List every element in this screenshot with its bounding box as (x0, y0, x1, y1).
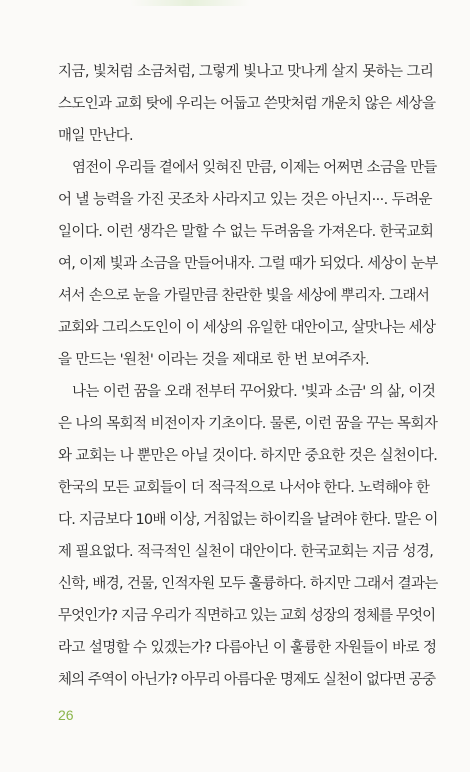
text-line: 셔서 손으로 눈을 가릴만큼 찬란한 빛을 세상에 뿌리자. 그래서 (58, 288, 430, 304)
text-line: 염전이 우리들 곁에서 잊혀진 만큼, 이제는 어쩌면 소금을 만들 (72, 160, 437, 176)
text-line: 나는 이런 꿈을 오래 전부터 꾸어왔다. '빛과 소금' 의 삶, 이것 (72, 384, 436, 400)
text-line: 매일 만난다. (58, 128, 134, 144)
text-line: 을 만드는 '원천' 이라는 것을 제대로 한 번 보여주자. (58, 352, 369, 368)
text-line: 제 필요없다. 적극적인 실천이 대안이다. 한국교회는 지금 성경, (58, 544, 434, 560)
text-line: 어 낼 능력을 가진 곳조차 사라지고 있는 것은 아닌지···. 두려운 (58, 192, 432, 208)
text-line: 한국의 모든 교회들이 더 적극적으로 나서야 한다. 노력해야 한 (58, 480, 430, 496)
text-line: 교회와 그리스도인이 이 세상의 유일한 대안이고, 살맛나는 세상 (58, 320, 436, 336)
text-line: 여, 이제 빛과 소금을 만들어내자. 그럴 때가 되었다. 세상이 눈부 (58, 256, 438, 272)
text-line: 와 교회는 나 뿐만은 아닐 것이다. 하지만 중요한 것은 실천이다. (58, 448, 438, 464)
text-line: 스도인과 교회 탓에 우리는 어둡고 쓴맛처럼 개운치 않은 세상을 (58, 96, 436, 112)
top-edge-decoration (130, 0, 250, 6)
text-line: 지금, 빛처럼 소금처럼, 그렇게 빛나고 맛나게 살지 못하는 그리 (58, 64, 434, 80)
text-line: 신학, 배경, 건물, 인적자원 모두 훌륭하다. 하지만 그래서 결과는 (58, 576, 438, 592)
text-line: 체의 주역이 아닌가? 아무리 아름다운 명제도 실천이 없다면 공중 (58, 672, 436, 688)
text-line: 다. 지금보다 10배 이상, 거침없는 하이킥을 날려야 한다. 말은 이 (58, 512, 438, 528)
page-number: 26 (58, 707, 74, 723)
text-line: 은 나의 목회적 비전이자 기초이다. 물론, 이런 꿈을 꾸는 목회자 (58, 416, 438, 432)
text-line: 라고 설명할 수 있겠는가? 다름아닌 이 훌륭한 자원들이 바로 정 (58, 640, 437, 656)
text-line: 일이다. 이런 생각은 말할 수 없는 두려움을 가져온다. 한국교회 (58, 224, 434, 240)
text-line: 무엇인가? 지금 우리가 직면하고 있는 교회 성장의 정체를 무엇이 (58, 608, 436, 624)
